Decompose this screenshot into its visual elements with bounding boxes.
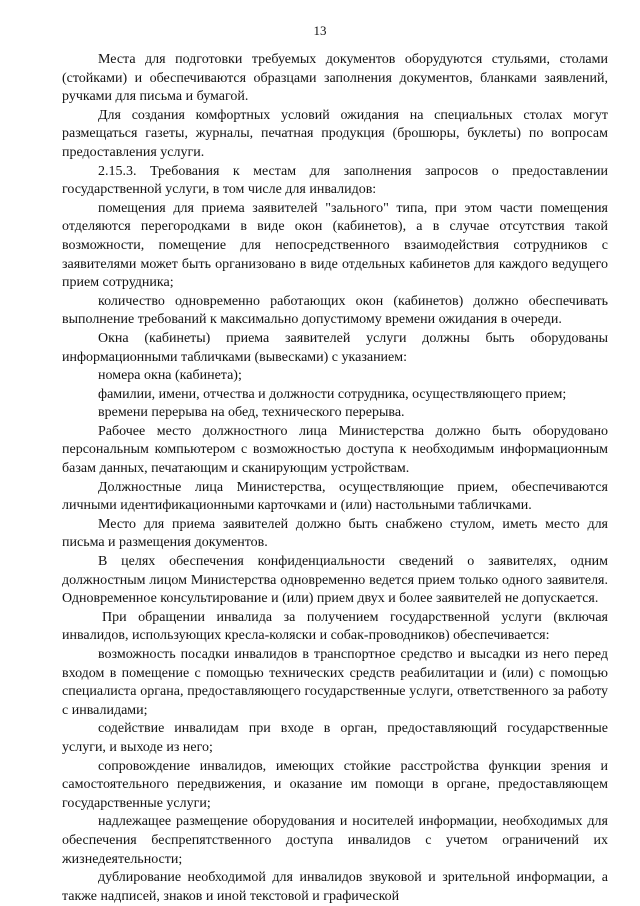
paragraph: фамилии, имени, отчества и должности сотрудника, осуществляющего прием; (98, 386, 567, 402)
paragraph: Рабочее место должностного лица Министерства должно быть оборудовано персональным компьютером с возможностью доступа к необходимым информационным базам данных, печатающим и сканирующим устройствам. (62, 423, 608, 477)
paragraph: В целях обеспечения конфиденциальности сведений о заявителях, одним должностным лицом Министерства одновременно ведется прием только одного заявителя. Одновременное консультирование и (или) прием двух и более заявителей не допускается. (62, 554, 608, 607)
paragraph: Место для приема заявителей должно быть снабжено стулом, иметь место для письма и размещения документов. (62, 516, 608, 551)
paragraph: времени перерыва на обед, технического перерыва. (98, 405, 405, 421)
paragraph: сопровождение инвалидов, имеющих стойкие расстройства функции зрения и самостоятельного передвижения, и оказание им помощи в органе, предоставляющем государственные услуги; (62, 758, 608, 811)
paragraph: 2.15.3. Требования к местам для заполнения запросов о предоставлении государственной услуги, в том числе для инвалидов: (62, 163, 608, 198)
paragraph: количество одновременно работающих окон (кабинетов) должно обеспечивать выполнение требований к максимально допустимому времени ожидания в очереди. (62, 293, 608, 328)
paragraph: номера окна (кабинета); (98, 368, 242, 384)
paragraph: помещения для приема заявителей "зального" типа, при этом части помещения отделяются перегородками в виде окон (кабинетов), а в случае отсутствия такой возможности, помещение для непосредственного взаимодействия сотрудников с заявителями может быть организовано в виде отдельных кабинетов для каждого ведущего прием сотрудника; (62, 200, 608, 291)
paragraph: надлежащее размещение оборудования и носителей информации, необходимых для обеспечения беспрепятственного доступа инвалидов с учетом ограничений их жизнедеятельности; (62, 814, 608, 867)
paragraph: Для создания комфортных условий ожидания на специальных столах могут размещаться газеты, журналы, печатная продукция (брошюры, буклеты) по вопросам предоставления услуги. (62, 107, 608, 160)
paragraph: При обращении инвалида за получением государственной услуги (включая инвалидов, использующих кресла-коляски и собак-проводников) обеспечивается: (62, 609, 608, 644)
paragraph: дублирование необходимой для инвалидов звуковой и зрительной информации, а также надписей, знаков и иной текстовой и графической (62, 870, 608, 904)
page-number: 13 (313, 23, 327, 38)
paragraph: возможность посадки инвалидов в транспортное средство и высадки из него перед входом в помещение с помощью технических средств реабилитации и (или) с помощью специалиста органа, предоставляющего государственные услуги, ответственного за работу с инвалидами; (62, 647, 608, 718)
paragraph: Должностные лица Министерства, осуществляющие прием, обеспечиваются личными идентификационными карточками и (или) настольными табличками. (62, 479, 608, 514)
paragraph: Окна (кабинеты) приема заявителей услуги должны быть оборудованы информационными табличками (вывесками) с указанием: (62, 330, 608, 365)
paragraph: Места для подготовки требуемых документов оборудуются стульями, столами (стойками) и обеспечиваются образцами заполнения документов, бланками заявлений, ручками для письма и бумагой. (62, 52, 608, 105)
paragraph: содействие инвалидам при входе в орган, предоставляющий государственные услуги, и выходе из него; (62, 721, 608, 755)
document-body (62, 51, 608, 906)
